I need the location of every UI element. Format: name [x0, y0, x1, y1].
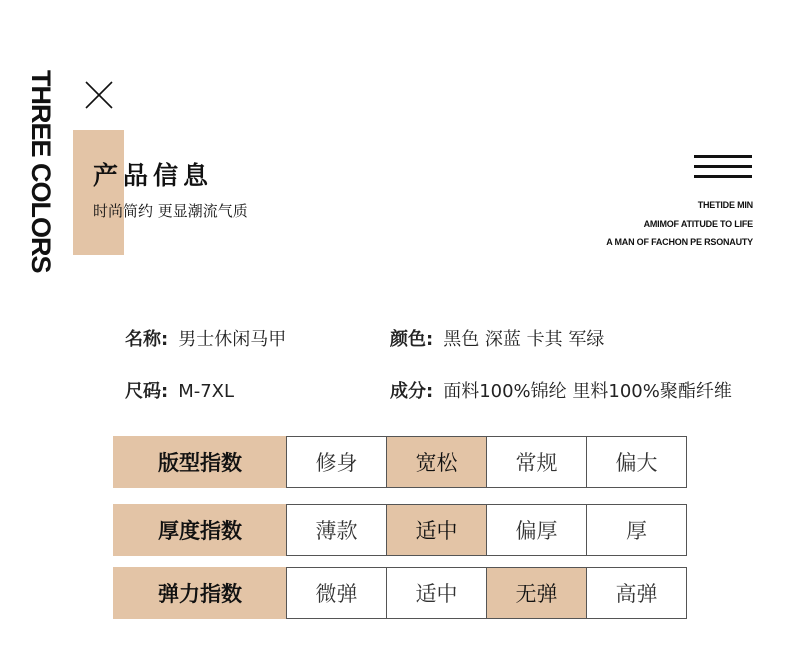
- brand-vertical-text: [14, 70, 74, 273]
- info-name: [125, 325, 286, 351]
- index-option: 偏厚: [486, 504, 587, 556]
- page-subtitle: 时尚简约 更显潮流气质: [93, 202, 248, 220]
- index-option: 宽松: [386, 436, 487, 488]
- page-title: 产品信息: [93, 161, 214, 190]
- index-label-thickness: 厚度指数: [113, 504, 287, 556]
- index-row-thickness: [113, 504, 687, 556]
- brand-vertical-label: THREE COLORS: [26, 70, 56, 273]
- index-option: 微弹: [286, 567, 387, 619]
- index-option: 高弹: [586, 567, 687, 619]
- index-label-fit: 版型指数: [113, 436, 287, 488]
- index-option: 薄款: [286, 504, 387, 556]
- index-option: 常规: [486, 436, 587, 488]
- index-option: 适中: [386, 567, 487, 619]
- index-option: 无弹: [486, 567, 587, 619]
- info-size: [125, 377, 234, 403]
- index-label-elasticity: 弹力指数: [113, 567, 287, 619]
- index-option: 修身: [286, 436, 387, 488]
- info-size-value: M-7XL: [178, 381, 235, 402]
- info-name-value: 男士休闲马甲: [178, 329, 287, 350]
- info-color-label: 颜色:: [390, 329, 434, 350]
- info-material-value: 面料100%锦纶 里料100%聚酯纤维: [443, 381, 732, 402]
- index-option: 适中: [386, 504, 487, 556]
- menu-lines-icon: [694, 155, 752, 181]
- info-color: [390, 325, 604, 351]
- index-option: 偏大: [586, 436, 687, 488]
- info-color-value: 黑色 深蓝 卡其 军绿: [443, 329, 605, 350]
- index-row-fit: [113, 436, 687, 488]
- close-x-icon: [84, 80, 114, 110]
- info-material: [390, 377, 732, 403]
- info-size-label: 尺码:: [125, 381, 169, 402]
- tagline-line-3: A MAN OF FACHON PE RSONAUTY: [606, 237, 753, 247]
- index-row-elasticity: [113, 567, 687, 619]
- info-material-label: 成分:: [390, 381, 434, 402]
- tagline-line-1: THETIDE MIN: [697, 200, 753, 210]
- accent-block: [73, 130, 124, 255]
- index-option: 厚: [586, 504, 687, 556]
- tagline-line-2: AMIMOF ATITUDE TO LIFE: [643, 219, 753, 229]
- info-name-label: 名称:: [125, 329, 169, 350]
